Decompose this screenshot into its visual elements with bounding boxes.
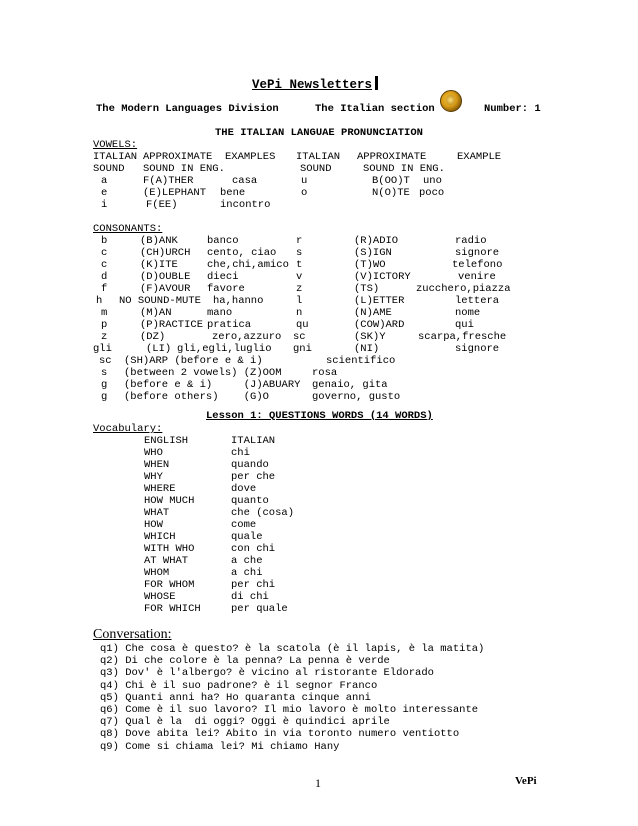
consonant-cell: g — [101, 391, 108, 403]
consonant-cell: c — [101, 247, 108, 259]
consonant-cell: zero,azzuro — [212, 331, 282, 343]
consonant-cell: (T)WO — [354, 259, 386, 271]
vocab-english: WHICH — [144, 531, 176, 543]
footer-brand: VePi — [515, 775, 537, 787]
vocab-italian: per che — [231, 471, 276, 483]
consonant-cell: (SK)Y — [354, 331, 386, 343]
vowel-cell: o — [301, 187, 308, 199]
consonant-cell: (V)ICTORY — [354, 271, 411, 283]
consonant-cell: lettera — [455, 295, 500, 307]
vowels-heading: VOWELS: — [93, 139, 138, 151]
consonant-cell: n — [296, 307, 303, 319]
consonant-cell: (N)AME — [354, 307, 392, 319]
consonant-cell: che,chi,amico — [207, 259, 289, 271]
consonant-cell: (P)RACTICE — [140, 319, 204, 331]
consonant-cell: mano — [207, 307, 233, 319]
consonant-cell: genaio, gita — [312, 379, 388, 391]
consonant-cell: governo, gusto — [312, 391, 401, 403]
vowels-subheader: SOUND IN ENG. — [143, 163, 225, 175]
consonant-cell: cento, ciao — [207, 247, 277, 259]
consonant-cell: z — [101, 331, 108, 343]
consonant-cell: (NI) — [354, 343, 380, 355]
vowel-cell: poco — [419, 187, 445, 199]
vowels-header: APPROXIMATE — [143, 151, 213, 163]
vowels-header: EXAMPLE — [457, 151, 502, 163]
vowel-cell: u — [301, 175, 308, 187]
consonant-cell: pratica — [207, 319, 252, 331]
vocab-italian: per quale — [231, 603, 288, 615]
consonant-cell: venire — [458, 271, 496, 283]
vocab-italian: come — [231, 519, 257, 531]
vowel-cell: incontro — [220, 199, 271, 211]
consonant-cell: (L)ETTER — [354, 295, 405, 307]
conversation-line: q2) Di che colore è la penna? La penna è verde — [100, 655, 390, 668]
consonant-cell: t — [296, 259, 303, 271]
consonant-cell: (COW)ARD — [354, 319, 405, 331]
vowel-cell: B(OO)T — [372, 175, 410, 187]
consonant-cell: (before others) (G)O — [124, 391, 269, 403]
consonant-cell: banco — [207, 235, 239, 247]
vocab-english: WHAT — [144, 507, 170, 519]
vocab-english: WITH WHO — [144, 543, 195, 555]
consonant-cell: rosa — [312, 367, 338, 379]
consonant-cell: (between 2 vowels) (Z)OOM — [124, 367, 282, 379]
consonant-cell: (DZ) — [140, 331, 166, 343]
consonant-cell: p — [101, 319, 108, 331]
conversation-heading: Conversation: — [93, 627, 172, 642]
consonant-cell: zucchero,piazza — [416, 283, 511, 295]
vowels-subheader: SOUND IN ENG. — [363, 163, 445, 175]
vocab-col-italian: ITALIAN — [231, 435, 276, 447]
consonant-cell: scientifico — [326, 355, 396, 367]
consonant-cell: v — [296, 271, 303, 283]
consonant-cell: (D)OUBLE — [140, 271, 191, 283]
consonant-cell: (B)ANK — [140, 235, 178, 247]
vocab-english: HOW MUCH — [144, 495, 195, 507]
consonant-cell: radio — [455, 235, 487, 247]
vocab-english: FOR WHOM — [144, 579, 195, 591]
vocab-italian: quale — [231, 531, 263, 543]
vocab-english: WHERE — [144, 483, 176, 495]
consonant-cell: c — [101, 259, 108, 271]
consonant-cell: telefono — [452, 259, 503, 271]
vowel-cell: a — [101, 175, 108, 187]
conversation-line: q8) Dove abita lei? Abito in via toronto numero ventiotto — [100, 728, 460, 741]
vocab-italian: a chi — [231, 567, 263, 579]
consonant-cell: nome — [455, 307, 481, 319]
consonant-cell: s — [101, 367, 108, 379]
subtitle: THE ITALIAN LANGUAE PRONUNCIATION — [215, 127, 423, 139]
consonant-cell: (TS) — [354, 283, 380, 295]
consonant-cell: r — [296, 235, 303, 247]
consonant-cell: (CH)URCH — [140, 247, 191, 259]
consonant-cell: gli — [93, 343, 112, 355]
consonant-cell: NO SOUND-MUTE — [119, 295, 201, 307]
consonant-cell: (SH)ARP (before e & i) — [124, 355, 263, 367]
consonant-cell: (F)AVOUR — [140, 283, 191, 295]
vowels-header: APPROXIMATE — [357, 151, 427, 163]
consonants-heading: CONSONANTS: — [93, 223, 163, 235]
vocab-italian: con chi — [231, 543, 276, 555]
issue-number: Number: 1 — [484, 103, 541, 115]
conversation-line: q4) Chi è il suo padrone? è il segnor Franco — [100, 679, 378, 692]
vocab-italian: chi — [231, 447, 250, 459]
consonant-cell: gli,egli,luglio — [177, 343, 272, 355]
lesson-title: Lesson 1: QUESTIONS WORDS (14 WORDS) — [206, 410, 433, 422]
division-label: The Modern Languages Division — [96, 103, 279, 115]
consonant-cell: sc — [99, 355, 112, 367]
consonant-cell: qui — [455, 319, 474, 331]
conversation-line: q5) Quanti anni ha? Ho quaranta cinque anni — [100, 691, 371, 704]
consonant-cell: b — [101, 235, 108, 247]
consonant-cell: (R)ADIO — [354, 235, 399, 247]
vocab-english: WHOM — [144, 567, 170, 579]
consonant-cell: signore — [455, 247, 500, 259]
vowel-cell: uno — [423, 175, 442, 187]
consonant-cell: ha,hanno — [213, 295, 264, 307]
consonant-cell: scarpa,fresche — [418, 331, 507, 343]
consonant-cell: m — [101, 307, 108, 319]
vocab-english: WHEN — [144, 459, 170, 471]
consonant-cell: favore — [207, 283, 245, 295]
vocab-italian: per chi — [231, 579, 276, 591]
conversation-line: q1) Che cosa è questo? è la scatola (è il lapis, è la matita) — [100, 643, 485, 655]
section-label: The Italian section — [315, 103, 435, 115]
text-cursor — [375, 76, 378, 90]
page-number: 1 — [315, 776, 321, 790]
consonant-cell: (S)IGN — [354, 247, 392, 259]
vocab-italian: quando — [231, 459, 269, 471]
vowel-cell: casa — [232, 175, 258, 187]
consonant-cell: qu — [296, 319, 309, 331]
conversation-line: q6) Come è il suo lavoro? Il mio lavoro è molto interessante — [100, 704, 479, 716]
vowel-cell: i — [101, 199, 108, 211]
conversation-line: q3) Dov' è l'albergo? è vicino al ristorante Eldorado — [100, 667, 434, 680]
vowel-cell: N(O)TE — [372, 187, 410, 199]
vowels-header: ITALIAN — [296, 151, 341, 163]
conversation-line: q7) Qual è la di oggi? Oggi è quindici aprile — [100, 716, 390, 729]
consonant-cell: h — [96, 295, 103, 307]
vowels-subheader: SOUND — [300, 163, 332, 175]
vowels-header: ITALIAN — [93, 151, 138, 163]
consonant-cell: (K)ITE — [140, 259, 178, 271]
page-title: VePi Newsletters — [252, 76, 378, 91]
consonant-cell: (LI) — [146, 343, 172, 355]
consonant-cell: z — [296, 283, 303, 295]
consonant-cell: sc — [293, 331, 306, 343]
consonant-cell: g — [101, 379, 108, 391]
consonant-cell: d — [101, 271, 108, 283]
vocab-italian: quanto — [231, 495, 269, 507]
logo-icon — [440, 90, 462, 112]
consonant-cell: (before e & i) (J)ABUARY — [124, 379, 301, 391]
consonant-cell: dieci — [207, 271, 239, 283]
consonant-cell: (M)AN — [140, 307, 172, 319]
vowel-cell: F(A)THER — [143, 175, 194, 187]
vocab-english: AT WHAT — [144, 555, 189, 567]
consonant-cell: s — [296, 247, 303, 259]
vocab-col-english: ENGLISH — [144, 435, 189, 447]
consonant-cell: signore — [455, 343, 500, 355]
vowel-cell: (E)LEPHANT — [143, 187, 207, 199]
conversation-line: q9) Come si chiama lei? Mi chiamo Hany — [100, 740, 340, 753]
vocabulary-heading: Vocabulary: — [93, 423, 163, 435]
vocab-english: WHY — [144, 471, 163, 483]
vowel-cell: bene — [220, 187, 246, 199]
vocab-italian: a che — [231, 555, 263, 567]
consonant-cell: l — [296, 295, 303, 307]
vocab-italian: che (cosa) — [231, 507, 295, 519]
vowel-cell: e — [101, 187, 108, 199]
vocab-italian: di chi — [231, 591, 269, 603]
vocab-english: FOR WHICH — [144, 603, 201, 615]
vocab-italian: dove — [231, 483, 257, 495]
consonant-cell: f — [101, 283, 108, 295]
vowels-subheader: SOUND — [93, 163, 125, 175]
vocab-english: WHOSE — [144, 591, 176, 603]
vowels-header: EXAMPLES — [225, 151, 276, 163]
consonant-cell: gni — [293, 343, 312, 355]
vowel-cell: F(EE) — [146, 199, 178, 211]
vocab-english: HOW — [144, 519, 163, 531]
vocab-english: WHO — [144, 447, 163, 459]
